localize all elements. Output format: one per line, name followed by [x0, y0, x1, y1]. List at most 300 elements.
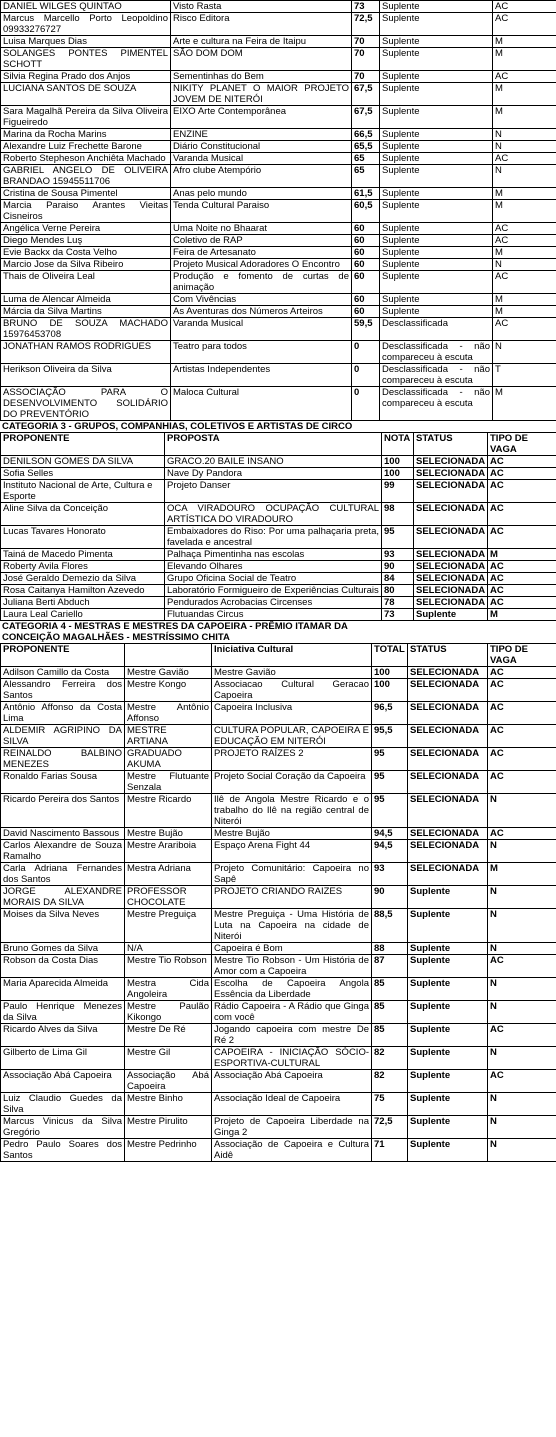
proponent-cell: Angélica Verne Pereira [1, 223, 171, 235]
status-cell: Suplente [380, 153, 493, 165]
score-cell: 95,5 [372, 725, 408, 748]
status-cell: Suplente [380, 129, 493, 141]
status-cell: SELECIONADA [408, 725, 488, 748]
score-cell: 95 [372, 748, 408, 771]
mestre-cell: Mestre Paulão Kikongo [125, 1001, 212, 1024]
initiative-cell: CULTURA POPULAR, CAPOEIRA E EDUCAÇÃO EM NITERÓI [212, 725, 372, 748]
status-cell: SELECIONADA [414, 573, 488, 585]
table-row [1, 943, 556, 955]
proponent-cell: Associação Abá Capoeira [1, 1070, 125, 1093]
vaga-cell: AC [488, 667, 556, 679]
score-cell: 82 [372, 1047, 408, 1070]
mestre-cell: MESTRE ARTIANA [125, 725, 212, 748]
status-cell: Suplente [380, 71, 493, 83]
proponent-cell: Herikson Oliveira da Silva [1, 364, 171, 387]
table-row [1, 480, 556, 503]
table-row [1, 561, 556, 573]
initiative-cell: Escolha de Capoeira Angola Essência da Liberdade [212, 978, 372, 1001]
initiative-cell: Mestre Preguiça - Uma História de Luta na Capoeira na cidade de Niterói [212, 909, 372, 943]
status-cell: Suplente [380, 223, 493, 235]
score-cell: 93 [372, 863, 408, 886]
vaga-cell: N [488, 978, 556, 1001]
table-row [1, 549, 556, 561]
table-row [1, 573, 556, 585]
score-cell: 60 [352, 271, 380, 294]
score-cell: 60,5 [352, 200, 380, 223]
score-cell: 0 [352, 364, 380, 387]
table-row [1, 526, 556, 549]
proponent-cell: Laura Leal Cariello [1, 609, 165, 621]
proposal-cell: Flutuandas Circus [165, 609, 382, 621]
proponent-cell: Alexandre Luiz Frechette Barone [1, 141, 171, 153]
status-cell: SELECIONADA [414, 468, 488, 480]
proponent-cell: Sara Magalhã Pereira da Silva Oliveira Figueiredo [1, 106, 171, 129]
status-cell: Suplente [380, 36, 493, 48]
table-row [1, 886, 556, 909]
status-cell: Suplente [380, 141, 493, 153]
mestre-cell: PROFESSOR CHOCOLATE [125, 886, 212, 909]
header-nota: NOTA [382, 433, 414, 456]
header-iniciativa: Iniciativa Cultural [212, 644, 372, 667]
mestre-cell: Mestre Arariboia [125, 840, 212, 863]
vaga-cell: AC [488, 585, 556, 597]
table-row [1, 840, 556, 863]
proposal-cell: OCA VIRADOURO OCUPAÇÃO CULTURAL ARTÍSTICA DO VIRADOURO [165, 503, 382, 526]
score-cell: 85 [372, 978, 408, 1001]
score-cell: 95 [382, 526, 414, 549]
initiative-cell: CAPOEIRA - INICIAÇÃO SÓCIO-ESPORTIVA-CULTURAL [212, 1047, 372, 1070]
mestre-cell: Mestre Bujão [125, 828, 212, 840]
mestre-cell: Mestre Tio Robson [125, 955, 212, 978]
mestre-cell: Mestre Flutuante Senzala [125, 771, 212, 794]
table-row [1, 1047, 556, 1070]
table-row [1, 141, 556, 153]
score-cell: 88 [372, 943, 408, 955]
status-cell: Suplente [408, 1070, 488, 1093]
proponent-cell: Roberty Avila Flores [1, 561, 165, 573]
proposal-cell: Anas pelo mundo [171, 188, 352, 200]
proposal-cell: Nave Dy Pandora [165, 468, 382, 480]
table-row [1, 13, 556, 36]
vaga-cell: AC [493, 71, 556, 83]
proponent-cell: Luiz Claudio Guedes da Silva [1, 1093, 125, 1116]
status-cell: SELECIONADA [414, 585, 488, 597]
proponent-cell: Silvia Regina Prado dos Anjos [1, 71, 171, 83]
category3-title: CATEGORIA 3 - GRUPOS, COMPANHIAS, COLETIVOS E ARTISTAS DE CIRCO [2, 421, 353, 432]
score-cell: 60 [352, 259, 380, 271]
proposal-cell: Produção e fomento de curtas de animação [171, 271, 352, 294]
category2-rows [1, 1, 556, 421]
proposal-cell: Laboratório Formigueiro de Experiências Culturais [165, 585, 382, 597]
proposal-cell: As Aventuras dos Números Arteiros [171, 306, 352, 318]
status-cell: Suplente [380, 188, 493, 200]
score-cell: 100 [382, 456, 414, 468]
proponent-cell: Rosa Caitanya Hamilton Azevedo [1, 585, 165, 597]
vaga-cell: M [493, 294, 556, 306]
proponent-cell: Juliana Berti Abduch [1, 597, 165, 609]
vaga-cell: AC [488, 468, 556, 480]
vaga-cell: M [493, 247, 556, 259]
score-cell: 85 [372, 1001, 408, 1024]
status-cell: SELECIONADA [414, 526, 488, 549]
proponent-cell: Carla Adriana Fernandes dos Santos [1, 863, 125, 886]
proponent-cell: DENILSON GOMES DA SILVA [1, 456, 165, 468]
mestre-cell: Mestre Gil [125, 1047, 212, 1070]
table-row [1, 259, 556, 271]
status-cell: Suplente [408, 1047, 488, 1070]
vaga-cell: AC [488, 725, 556, 748]
score-cell: 73 [352, 1, 380, 13]
proposal-cell: Grupo Oficina Social de Teatro [165, 573, 382, 585]
table-row [1, 235, 556, 247]
table-row [1, 1070, 556, 1093]
proponent-cell: Roberto Stepheson Anchiêta Machado [1, 153, 171, 165]
score-cell: 65 [352, 165, 380, 188]
vaga-cell: AC [488, 955, 556, 978]
proposal-cell: Maloca Cultural [171, 387, 352, 421]
table-row [1, 1116, 556, 1139]
score-cell: 65 [352, 153, 380, 165]
proponent-cell: Diego Mendes Luş [1, 235, 171, 247]
score-cell: 98 [382, 503, 414, 526]
score-cell: 70 [352, 48, 380, 71]
proponent-cell: Luma de Alencar Almeida [1, 294, 171, 306]
table-row [1, 318, 556, 341]
header-status: STATUS [414, 433, 488, 456]
category4-rows [1, 667, 556, 1162]
vaga-cell: AC [488, 702, 556, 725]
initiative-cell: Ilê de Angola Mestre Ricardo e o trabalho do Ilê na região central de Niterói [212, 794, 372, 828]
status-cell: SELECIONADA [408, 828, 488, 840]
table-row [1, 978, 556, 1001]
proposal-cell: Elevando Olhares [165, 561, 382, 573]
header-proponente: PROPONENTE [1, 644, 125, 667]
header-proposta: PROPOSTA [165, 433, 382, 456]
score-cell: 96,5 [372, 702, 408, 725]
proponent-cell: Instituto Nacional de Arte, Cultura e Esporte [1, 480, 165, 503]
mestre-cell: N/A [125, 943, 212, 955]
score-cell: 60 [352, 247, 380, 259]
proposal-cell: Varanda Musical [171, 153, 352, 165]
mestre-cell: Mestra Adriana [125, 863, 212, 886]
score-cell: 72,5 [352, 13, 380, 36]
initiative-cell: Capoeira Inclusiva [212, 702, 372, 725]
proposal-cell: Afro clube Atempório [171, 165, 352, 188]
vaga-cell: AC [488, 748, 556, 771]
score-cell: 67,5 [352, 83, 380, 106]
score-cell: 60 [352, 294, 380, 306]
proponent-cell: Thais de Oliveira Leal [1, 271, 171, 294]
status-cell: SELECIONADA [408, 702, 488, 725]
status-cell: Suplente [408, 1139, 488, 1162]
proposal-cell: SÃO DOM DOM [171, 48, 352, 71]
score-cell: 0 [352, 341, 380, 364]
vaga-cell: M [493, 188, 556, 200]
table-row [1, 503, 556, 526]
table-row [1, 306, 556, 318]
vaga-cell: N [488, 943, 556, 955]
vaga-cell: M [493, 200, 556, 223]
proponent-cell: Marcio Jose da Silva Ribeiro [1, 259, 171, 271]
mestre-cell: GRADUADO AKUMA [125, 748, 212, 771]
mestre-cell: Mestre De Ré [125, 1024, 212, 1047]
status-cell: Suplente [380, 106, 493, 129]
vaga-cell: N [488, 1047, 556, 1070]
proposal-cell: Artistas Independentes [171, 364, 352, 387]
score-cell: 100 [372, 667, 408, 679]
vaga-cell: N [488, 1116, 556, 1139]
proposal-cell: Coletivo de RAP [171, 235, 352, 247]
initiative-cell: Associação Ideal de Capoeira [212, 1093, 372, 1116]
proponent-cell: Luisa Marques Dias [1, 36, 171, 48]
category3-header-row [1, 433, 556, 456]
proponent-cell: Gilberto de Lima Gil [1, 1047, 125, 1070]
initiative-cell: Associação de Capoeira e Cultura Aidê [212, 1139, 372, 1162]
proponent-cell: Robson da Costa Dias [1, 955, 125, 978]
proponent-cell: Aline Silva da Conceição [1, 503, 165, 526]
status-cell: Suplente [380, 83, 493, 106]
status-cell: Desclassificada - não compareceu à escuta [380, 341, 493, 364]
table-row [1, 468, 556, 480]
score-cell: 78 [382, 597, 414, 609]
proponent-cell: Evie Backx da Costa Velho [1, 247, 171, 259]
vaga-cell: M [493, 306, 556, 318]
mestre-cell: Mestre Binho [125, 1093, 212, 1116]
score-cell: 71 [372, 1139, 408, 1162]
status-cell: SELECIONADA [408, 667, 488, 679]
vaga-cell: AC [488, 573, 556, 585]
header-mestre [125, 644, 212, 667]
proposal-cell: NIKITY PLANET O MAIOR PROJETO JOVEM DE NITERÓI [171, 83, 352, 106]
proposal-cell: Sementinhas do Bem [171, 71, 352, 83]
table-row [1, 48, 556, 71]
table-row [1, 725, 556, 748]
status-cell: Suplente [408, 886, 488, 909]
vaga-cell: AC [488, 526, 556, 549]
proposal-cell: Projeto Danser [165, 480, 382, 503]
table-row [1, 679, 556, 702]
table-row [1, 223, 556, 235]
score-cell: 60 [352, 223, 380, 235]
table-row [1, 748, 556, 771]
proponent-cell: Paulo Henrique Menezes da Silva [1, 1001, 125, 1024]
table-row [1, 271, 556, 294]
vaga-cell: N [488, 1093, 556, 1116]
table-row [1, 597, 556, 609]
vaga-cell: M [493, 36, 556, 48]
proponent-cell: Marina da Rocha Marins [1, 129, 171, 141]
proponent-cell: Ricardo Alves da Silva [1, 1024, 125, 1047]
proponent-cell: Marcus Marcello Porto Leopoldino 09933276727 [1, 13, 171, 36]
score-cell: 90 [372, 886, 408, 909]
proposal-cell: EIXO Arte Contemporânea [171, 106, 352, 129]
status-cell: SELECIONADA [414, 561, 488, 573]
proponent-cell: David Nascimento Bassous [1, 828, 125, 840]
table-row [1, 1139, 556, 1162]
category2-continuation-table [0, 0, 556, 421]
initiative-cell: Projeto de Capoeira Liberdade na Ginga 2 [212, 1116, 372, 1139]
proponent-cell: Ronaldo Farias Sousa [1, 771, 125, 794]
table-row [1, 200, 556, 223]
proposal-cell: GRACO.20 BAILE INSANO [165, 456, 382, 468]
status-cell: Suplente [380, 165, 493, 188]
mestre-cell: Mestra Cida Angoleira [125, 978, 212, 1001]
score-cell: 60 [352, 306, 380, 318]
proponent-cell: ALDEMIR AGRIPINO DA SILVA [1, 725, 125, 748]
vaga-cell: AC [488, 679, 556, 702]
vaga-cell: T [493, 364, 556, 387]
score-cell: 85 [372, 1024, 408, 1047]
vaga-cell: N [493, 141, 556, 153]
vaga-cell: AC [493, 318, 556, 341]
vaga-cell: M [493, 83, 556, 106]
initiative-cell: Mestre Bujão [212, 828, 372, 840]
table-row [1, 106, 556, 129]
status-cell: SELECIONADA [414, 480, 488, 503]
vaga-cell: AC [488, 480, 556, 503]
proponent-cell: Carlos Alexandre de Souza Ramalho [1, 840, 125, 863]
mestre-cell: Associação Abá Capoeira [125, 1070, 212, 1093]
vaga-cell: M [493, 48, 556, 71]
status-cell: SELECIONADA [414, 503, 488, 526]
status-cell: Suplente [408, 1116, 488, 1139]
status-cell: Suplente [380, 48, 493, 71]
status-cell: Suplente [408, 943, 488, 955]
vaga-cell: AC [493, 153, 556, 165]
proponent-cell: Marcus Vinicus da Silva Gregório [1, 1116, 125, 1139]
status-cell: Suplente [408, 978, 488, 1001]
table-row [1, 909, 556, 943]
category4-header-row [1, 644, 556, 667]
score-cell: 87 [372, 955, 408, 978]
status-cell: Suplente [408, 1024, 488, 1047]
proponent-cell: Bruno Gomes da Silva [1, 943, 125, 955]
vaga-cell: N [488, 1139, 556, 1162]
status-cell: Suplente [380, 235, 493, 247]
table-row [1, 364, 556, 387]
mestre-cell: Mestre Ricardo [125, 794, 212, 828]
score-cell: 70 [352, 36, 380, 48]
proposal-cell: Teatro para todos [171, 341, 352, 364]
initiative-cell: Associação Abá Capoeira [212, 1070, 372, 1093]
proponent-cell: José Geraldo Demezio da Silva [1, 573, 165, 585]
vaga-cell: AC [493, 1, 556, 13]
proponent-cell: Márcia da Silva Martins [1, 306, 171, 318]
proponent-cell: ASSOCIAÇÃO PARA O DESENVOLVIMENTO SOLIDÁRIO DO PREVENTÓRIO [1, 387, 171, 421]
initiative-cell: Rádio Capoeira - A Rádio que Ginga com você [212, 1001, 372, 1024]
status-cell: SELECIONADA [408, 679, 488, 702]
score-cell: 100 [382, 468, 414, 480]
score-cell: 80 [382, 585, 414, 597]
vaga-cell: AC [493, 235, 556, 247]
vaga-cell: AC [488, 771, 556, 794]
proponent-cell: Antônio Affonso da Costa Lima [1, 702, 125, 725]
initiative-cell: Associacao Cultural Geracao Capoeira [212, 679, 372, 702]
score-cell: 94,5 [372, 840, 408, 863]
vaga-cell: AC [488, 503, 556, 526]
status-cell: Suplente [380, 259, 493, 271]
vaga-cell: N [488, 794, 556, 828]
status-cell: Suplente [380, 13, 493, 36]
proponent-cell: Moises da Silva Neves [1, 909, 125, 943]
status-cell: SELECIONADA [408, 771, 488, 794]
status-cell: SELECIONADA [408, 794, 488, 828]
mestre-cell: Mestre Antônio Affonso [125, 702, 212, 725]
table-row [1, 294, 556, 306]
table-row [1, 585, 556, 597]
proponent-cell: DANIEL WILGES QUINTAO [1, 1, 171, 13]
proposal-cell: Arte e cultura na Feira de Itaipu [171, 36, 352, 48]
mestre-cell: Mestre Preguiça [125, 909, 212, 943]
table-row [1, 36, 556, 48]
category4-title-line2: CONCEIÇÃO MAGALHÃES - MESTRÍSSIMO CHITA [2, 632, 230, 643]
category3-rows [1, 456, 556, 621]
vaga-cell: N [488, 1001, 556, 1024]
table-row [1, 153, 556, 165]
score-cell: 66,5 [352, 129, 380, 141]
vaga-cell: N [493, 259, 556, 271]
proposal-cell: ENZINE [171, 129, 352, 141]
status-cell: SELECIONADA [408, 748, 488, 771]
vaga-cell: AC [493, 223, 556, 235]
mestre-cell: Mestre Pirulito [125, 1116, 212, 1139]
score-cell: 0 [352, 387, 380, 421]
status-cell: Suplente [408, 955, 488, 978]
status-cell: Desclassificada [380, 318, 493, 341]
status-cell: Suplente [380, 1, 493, 13]
vaga-cell: N [488, 909, 556, 943]
proposal-cell: Pendurados Acrobacias Circenses [165, 597, 382, 609]
table-row [1, 387, 556, 421]
status-cell: SELECIONADA [414, 597, 488, 609]
proponent-cell: Cristina de Sousa Pimentel [1, 188, 171, 200]
proponent-cell: Marcia Paraiso Arantes Vieitas Cisneiros [1, 200, 171, 223]
vaga-cell: AC [488, 597, 556, 609]
vaga-cell: N [493, 341, 556, 364]
status-cell: Suplente [380, 271, 493, 294]
table-row [1, 129, 556, 141]
table-row [1, 828, 556, 840]
score-cell: 99 [382, 480, 414, 503]
proponent-cell: REINALDO BALBINO MENEZES [1, 748, 125, 771]
score-cell: 67,5 [352, 106, 380, 129]
score-cell: 90 [382, 561, 414, 573]
initiative-cell: Jogando capoeira com mestre De Ré 2 [212, 1024, 372, 1047]
proponent-cell: Ricardo Pereira dos Santos [1, 794, 125, 828]
score-cell: 84 [382, 573, 414, 585]
vaga-cell: AC [493, 271, 556, 294]
proponent-cell: Tainá de Macedo Pimenta [1, 549, 165, 561]
mestre-cell: Mestre Kongo [125, 679, 212, 702]
proposal-cell: Projeto Musical Adoradores O Encontro [171, 259, 352, 271]
proponent-cell: Adilson Camillo da Costa [1, 667, 125, 679]
status-cell: Suplente [380, 294, 493, 306]
score-cell: 61,5 [352, 188, 380, 200]
initiative-cell: Projeto Comunitário: Capoeira no Sapê [212, 863, 372, 886]
vaga-cell: M [488, 609, 556, 621]
status-cell: Suplente [408, 1093, 488, 1116]
proponent-cell: Alessandro Ferreira dos Santos [1, 679, 125, 702]
category4-title-line1: CATEGORIA 4 - MESTRAS E MESTRES DA CAPOEIRA - PRÊMIO ITAMAR DA [2, 621, 348, 632]
vaga-cell: M [488, 549, 556, 561]
initiative-cell: Capoeira é Bom [212, 943, 372, 955]
status-cell: SELECIONADA [414, 549, 488, 561]
initiative-cell: Projeto Social Coração da Capoeira [212, 771, 372, 794]
proponent-cell: Pedro Paulo Soares dos Santos [1, 1139, 125, 1162]
score-cell: 70 [352, 71, 380, 83]
proposal-cell: Visto Rasta [171, 1, 352, 13]
initiative-cell: PROJETO RAÍZES 2 [212, 748, 372, 771]
